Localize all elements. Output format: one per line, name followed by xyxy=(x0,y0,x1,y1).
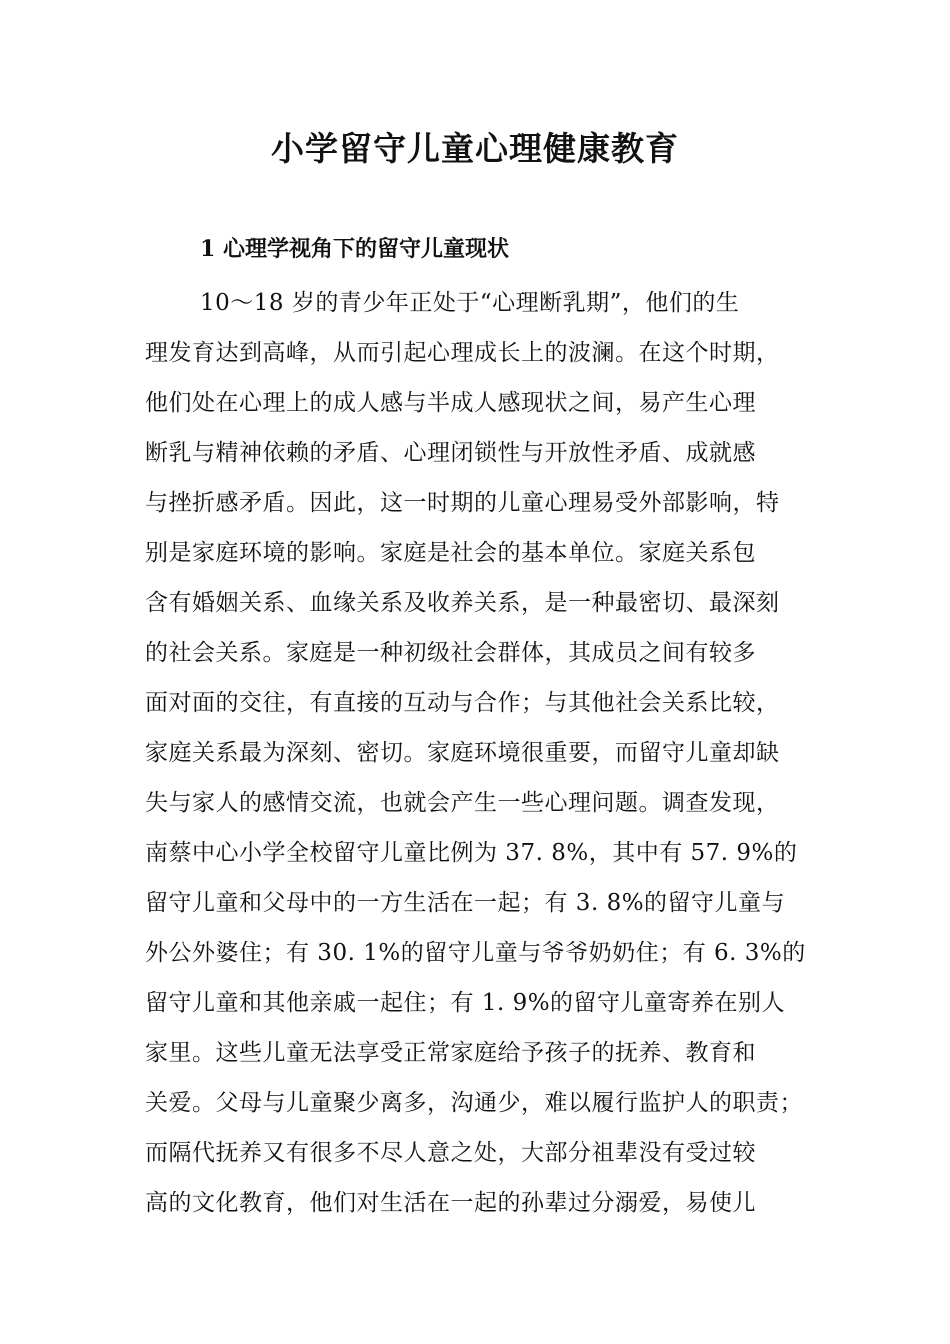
body-line: 而隔代抚养又有很多不尽人意之处，大部分祖辈没有受过较 xyxy=(145,1140,756,1166)
body-line: 关爱。父母与儿童聚少离多，沟通少，难以履行监护人的职责； xyxy=(145,1090,803,1116)
body-line: 家庭关系最为深刻、密切。家庭环境很重要，而留守儿童却缺 xyxy=(145,740,780,766)
body-line: 面对面的交往，有直接的互动与合作；与其他社会关系比较， xyxy=(145,690,780,716)
body-line: 10～18 岁的青少年正处于“心理断乳期”，他们的生 xyxy=(200,290,740,316)
section-heading: 1 心理学视角下的留守儿童现状 xyxy=(200,236,509,262)
body-line: 他们处在心理上的成人感与半成人感现状之间，易产生心理 xyxy=(145,390,756,416)
body-line: 理发育达到高峰，从而引起心理成长上的波澜。在这个时期， xyxy=(145,340,780,366)
body-line: 外公外婆住；有 30. 1%的留守儿童与爷爷奶奶住；有 6. 3%的 xyxy=(145,940,806,966)
body-line: 的社会关系。家庭是一种初级社会群体，其成员之间有较多 xyxy=(145,640,756,666)
body-line: 含有婚姻关系、血缘关系及收养关系，是一种最密切、最深刻 xyxy=(145,590,780,616)
body-line: 失与家人的感情交流，也就会产生一些心理问题。调查发现， xyxy=(145,790,780,816)
body-line: 高的文化教育，他们对生活在一起的孙辈过分溺爱，易使儿 xyxy=(145,1190,756,1216)
document-title: 小学留守儿童心理健康教育 xyxy=(271,129,679,168)
body-line: 留守儿童和其他亲戚一起住；有 1. 9%的留守儿童寄养在别人 xyxy=(145,990,786,1016)
body-line: 与挫折感矛盾。因此，这一时期的儿童心理易受外部影响，特 xyxy=(145,490,780,516)
body-line: 南蔡中心小学全校留守儿童比例为 37. 8%，其中有 57. 9%的 xyxy=(145,840,798,866)
body-line: 断乳与精神依赖的矛盾、心理闭锁性与开放性矛盾、成就感 xyxy=(145,440,756,466)
body-line: 别是家庭环境的影响。家庭是社会的基本单位。家庭关系包 xyxy=(145,540,756,566)
body-paragraph xyxy=(145,285,825,1235)
body-line: 留守儿童和父母中的一方生活在一起；有 3. 8%的留守儿童与 xyxy=(145,890,786,916)
body-line: 家里。这些儿童无法享受正常家庭给予孩子的抚养、教育和 xyxy=(145,1040,756,1066)
